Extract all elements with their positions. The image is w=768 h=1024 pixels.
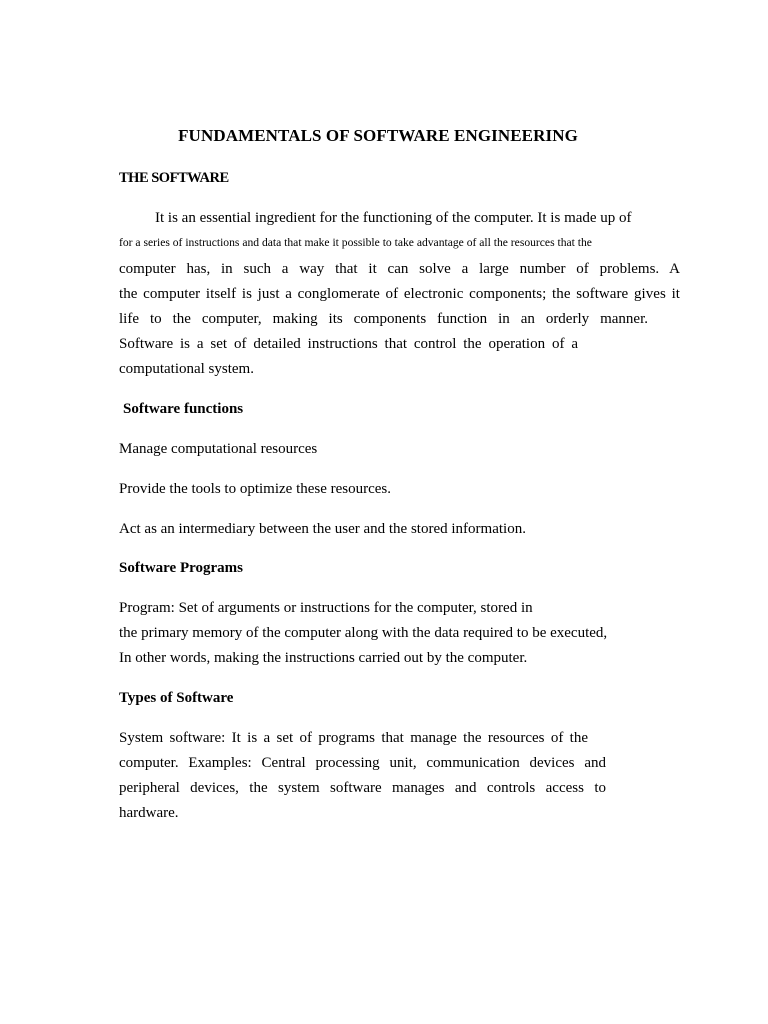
intro-line-3: computer has, in such a way that it can solve a large number of problems. A [119,261,680,277]
document-title: FUNDAMENTALS OF SOFTWARE ENGINEERING [178,126,578,145]
programs-line-2: the primary memory of the computer along with the data required to be executed, [119,625,608,641]
intro-line-1: It is an essential ingredient for the functioning of the computer. It is made up of [155,210,632,226]
function-item-2: Provide the tools to optimize these resources. [119,481,392,497]
programs-line-3: In other words, making the instructions carried out by the computer. [119,650,528,666]
intro-line-6: Software is a set of detailed instructions that control the operation of a [119,336,578,352]
function-item-1: Manage computational resources [119,441,318,457]
intro-line-2: for a series of instructions and data that make it possible to take advantage of all the resources that the [119,236,592,249]
function-item-3: Act as an intermediary between the user and the stored information. [119,521,526,537]
types-line-1: System software: It is a set of programs that manage the resources of the [119,730,588,746]
types-line-4: hardware. [119,805,179,821]
heading-types-of-software: Types of Software [119,690,234,706]
section-heading-the-software: THE SOFTWARE [119,170,229,186]
types-line-3: peripheral devices, the system software manages and controls access to [119,780,606,796]
intro-line-7: computational system. [119,361,254,377]
intro-line-4: the computer itself is just a conglomerate of electronic components; the software gives it [119,286,680,302]
types-line-2: computer. Examples: Central processing unit, communication devices and [119,755,606,771]
intro-line-5: life to the computer, making its components function in an orderly manner. [119,311,648,327]
programs-line-1: Program: Set of arguments or instructions for the computer, stored in [119,600,533,616]
heading-software-programs: Software Programs [119,560,243,576]
heading-software-functions: Software functions [123,401,244,417]
